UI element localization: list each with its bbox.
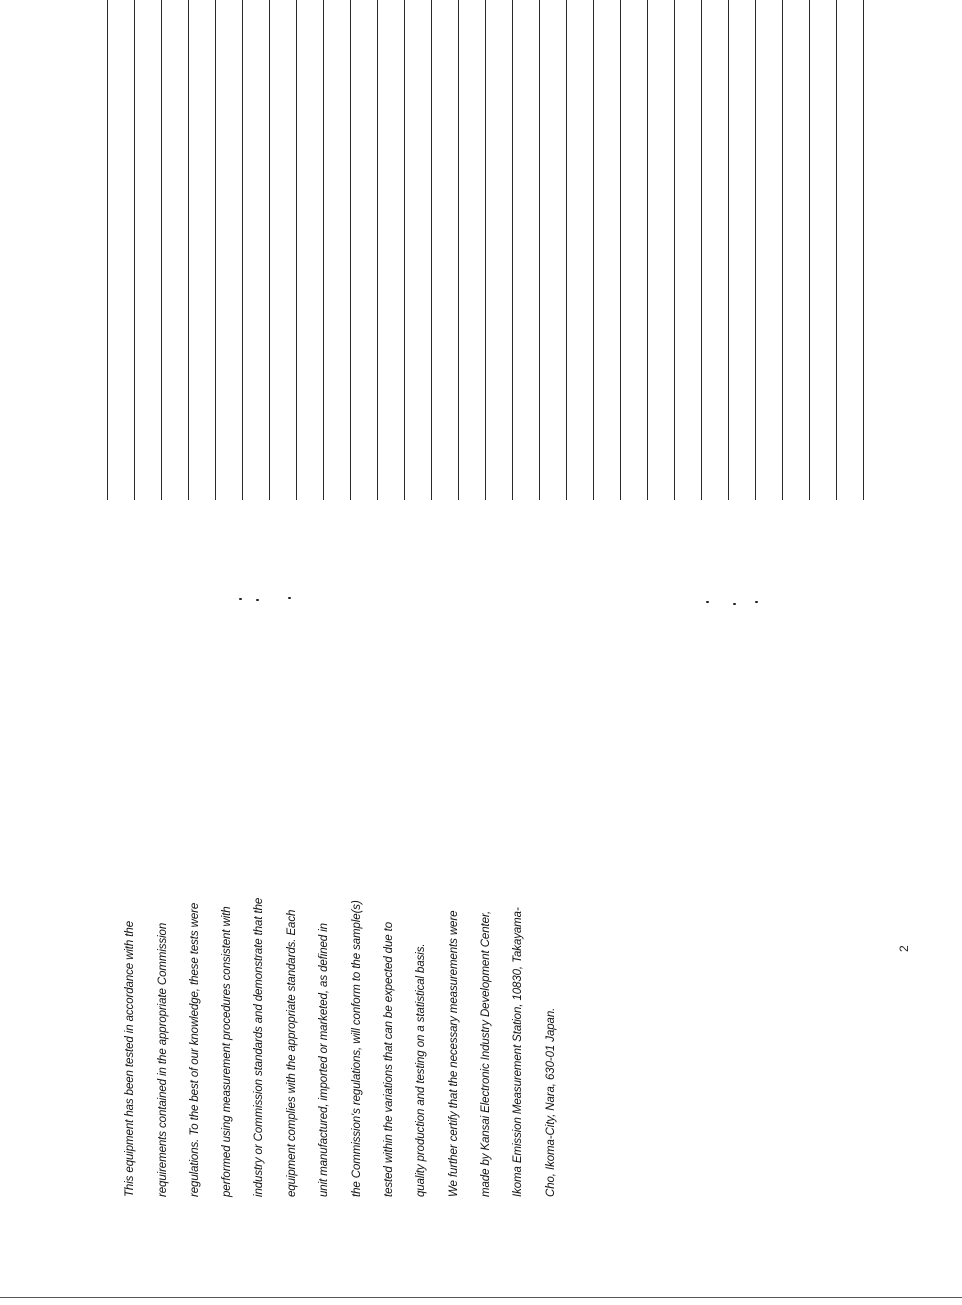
ruled-line: [782, 0, 783, 500]
body-text-line: This equipment has been tested in accordance with the: [124, 921, 136, 1197]
body-text-line: Ikoma Emission Measurement Station, 10830, Takayama-: [512, 907, 524, 1197]
scan-speck: [288, 597, 291, 599]
ruled-line: [512, 0, 513, 500]
body-text-line: performed using measurement procedures consistent with: [221, 906, 233, 1197]
ruled-line: [107, 0, 108, 500]
ruled-line: [377, 0, 378, 500]
body-text-line: We further certify that the necessary measurements were: [448, 910, 460, 1197]
page-number: 2: [897, 945, 911, 952]
scan-speck: [256, 599, 259, 601]
ruled-line: [350, 0, 351, 500]
ruled-line: [647, 0, 648, 500]
scan-speck: [239, 598, 242, 600]
scan-speck: [755, 601, 758, 603]
ruled-line: [296, 0, 297, 500]
body-text-line: Cho, Ikoma-City, Nara, 630-01 Japan.: [545, 1007, 557, 1197]
body-text-line: tested within the variations that can be expected due to: [383, 921, 395, 1197]
ruled-line: [323, 0, 324, 500]
ruled-line: [134, 0, 135, 500]
ruled-line: [674, 0, 675, 500]
body-text-line: made by Kansai Electronic Industry Development Center,: [480, 910, 492, 1197]
ruled-line: [161, 0, 162, 500]
ruled-line: [458, 0, 459, 500]
ruled-line: [404, 0, 405, 500]
ruled-line: [701, 0, 702, 500]
ruled-line: [188, 0, 189, 500]
ruled-line: [485, 0, 486, 500]
ruled-line: [620, 0, 621, 500]
ruled-line: [242, 0, 243, 500]
ruled-line: [566, 0, 567, 500]
body-text-line: the Commission's regulations, will conform to the sample(s): [351, 900, 363, 1197]
scan-speck: [706, 601, 709, 603]
ruled-line: [431, 0, 432, 500]
ruled-line: [593, 0, 594, 500]
ruled-line: [215, 0, 216, 500]
body-text-line: industry or Commission standards and demonstrate that the: [253, 897, 265, 1197]
body-text-line: unit manufactured, imported or marketed, as defined in: [318, 923, 330, 1197]
ruled-line: [836, 0, 837, 500]
ruled-line: [755, 0, 756, 500]
ruled-line: [863, 0, 864, 500]
ruled-line: [269, 0, 270, 500]
body-text-line: quality production and testing on a statistical basis.: [415, 943, 427, 1197]
body-text-line: equipment complies with the appropriate standards. Each: [286, 909, 298, 1197]
ruled-line: [809, 0, 810, 500]
page-bottom-edge: [0, 1297, 962, 1298]
ruled-line: [539, 0, 540, 500]
scan-speck: [733, 603, 736, 605]
body-text-line: requirements contained in the appropriate Commission: [157, 922, 169, 1197]
body-text-line: regulations. To the best of our knowledge, these tests were: [189, 902, 201, 1197]
ruled-line: [728, 0, 729, 500]
